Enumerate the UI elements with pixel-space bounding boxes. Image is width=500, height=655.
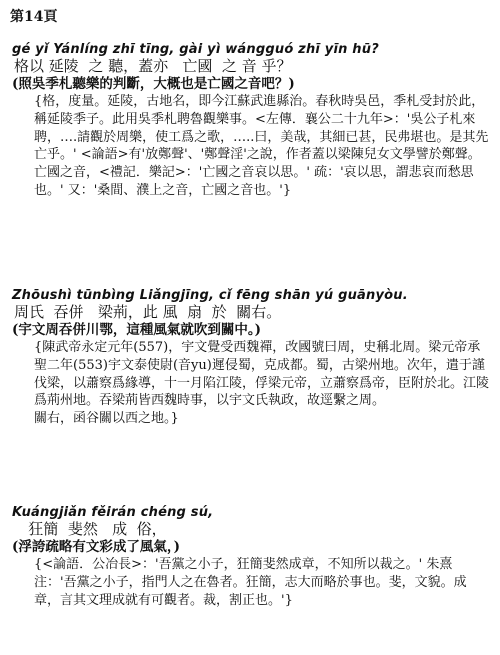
- annotation-paragraph: {格，度量。延陵，古地名，即今江蘇武進縣治。春秋時吳邑，季札受封於此，稱延陵季子。此用吳季札聘魯觀樂事。<左傳．襄公二十九年>：'吳公子札來聘，….請觀於周樂，使工爲之歌，…..曰，美哉，其細已甚，民弗堪也。是其先亡乎。' <論語>有'放鄭聲'、'鄭聲淫'之說，作者蓋以梁陳兒女文學譬於鄭聲。: [34, 94, 489, 163]
- page-label: 第14頁: [10, 9, 58, 25]
- section-3: [12, 505, 488, 609]
- translation-line: (宇文周吞併川鄂，這種風氣就吹到關中。): [12, 322, 262, 338]
- annotation-paragraph: 亡國之音，<禮記．樂記>：'亡國之音哀以思。' 疏：'哀以思，謂悲哀而愁思也。' 又：'桑間、濮上之音，亡國之音也。'}: [34, 165, 474, 198]
- pinyin-line: gé yǐ Yánlíng zhī tīng, gài yì wángguó zhī yīn hū?: [12, 42, 379, 57]
- annotation-paragraph: {<論語．公冶長>：'吾黨之小子，狂簡斐然成章，不知所以裁之。' 朱熹注：'吾黨之小子，指門人之在魯者。狂簡，志大而略於事也。斐，文貌。成章，言其文理成就有可觀者。裁，割正也。'}: [34, 557, 467, 608]
- annotation-paragraph: {陳武帝永定元年(557)，宇文覺受西魏禪，改國號曰周，史稱北周。梁元帝承聖二年(553)宇文泰使尉(音yu)遲侵蜀，克成都。蜀，古梁州地。次年，遣于謹伐梁，以蕭察爲緣導，十一月陷江陵，俘梁元帝，立蕭察爲帝，臣附於北。江陵爲荊州地。吞梁荊皆西魏時事，以宇文氏執政，故逕繫之周。: [34, 340, 490, 409]
- hanzi-line: 格以 延陵 之 聽，蓋亦 亡國 之 音 乎？: [14, 57, 292, 75]
- pinyin-line: Zhōushì tūnbìng Liǎngjīng, cǐ fēng shān yú guānyòu.: [12, 288, 408, 303]
- hanzi-line: 周氏 吞併 梁荊，此 風 扇 於 關右。: [14, 303, 282, 321]
- pinyin-line: Kuángjiǎn fěirán chéng sú,: [12, 505, 214, 520]
- translation-line: (浮誇疏略有文彩成了風氣，): [12, 539, 181, 555]
- annotation-block: [34, 339, 489, 428]
- annotation-paragraph: 關右，函谷關以西之地。}: [34, 411, 179, 427]
- annotation-block: [34, 556, 489, 609]
- section-1: [12, 42, 488, 200]
- section-2: [12, 288, 488, 428]
- annotation-block: [34, 93, 489, 200]
- hanzi-line: 狂簡 斐然 成 俗，: [14, 520, 167, 538]
- translation-line: (照吳季札聽樂的判斷，大概也是亡國之音吧？): [12, 76, 295, 92]
